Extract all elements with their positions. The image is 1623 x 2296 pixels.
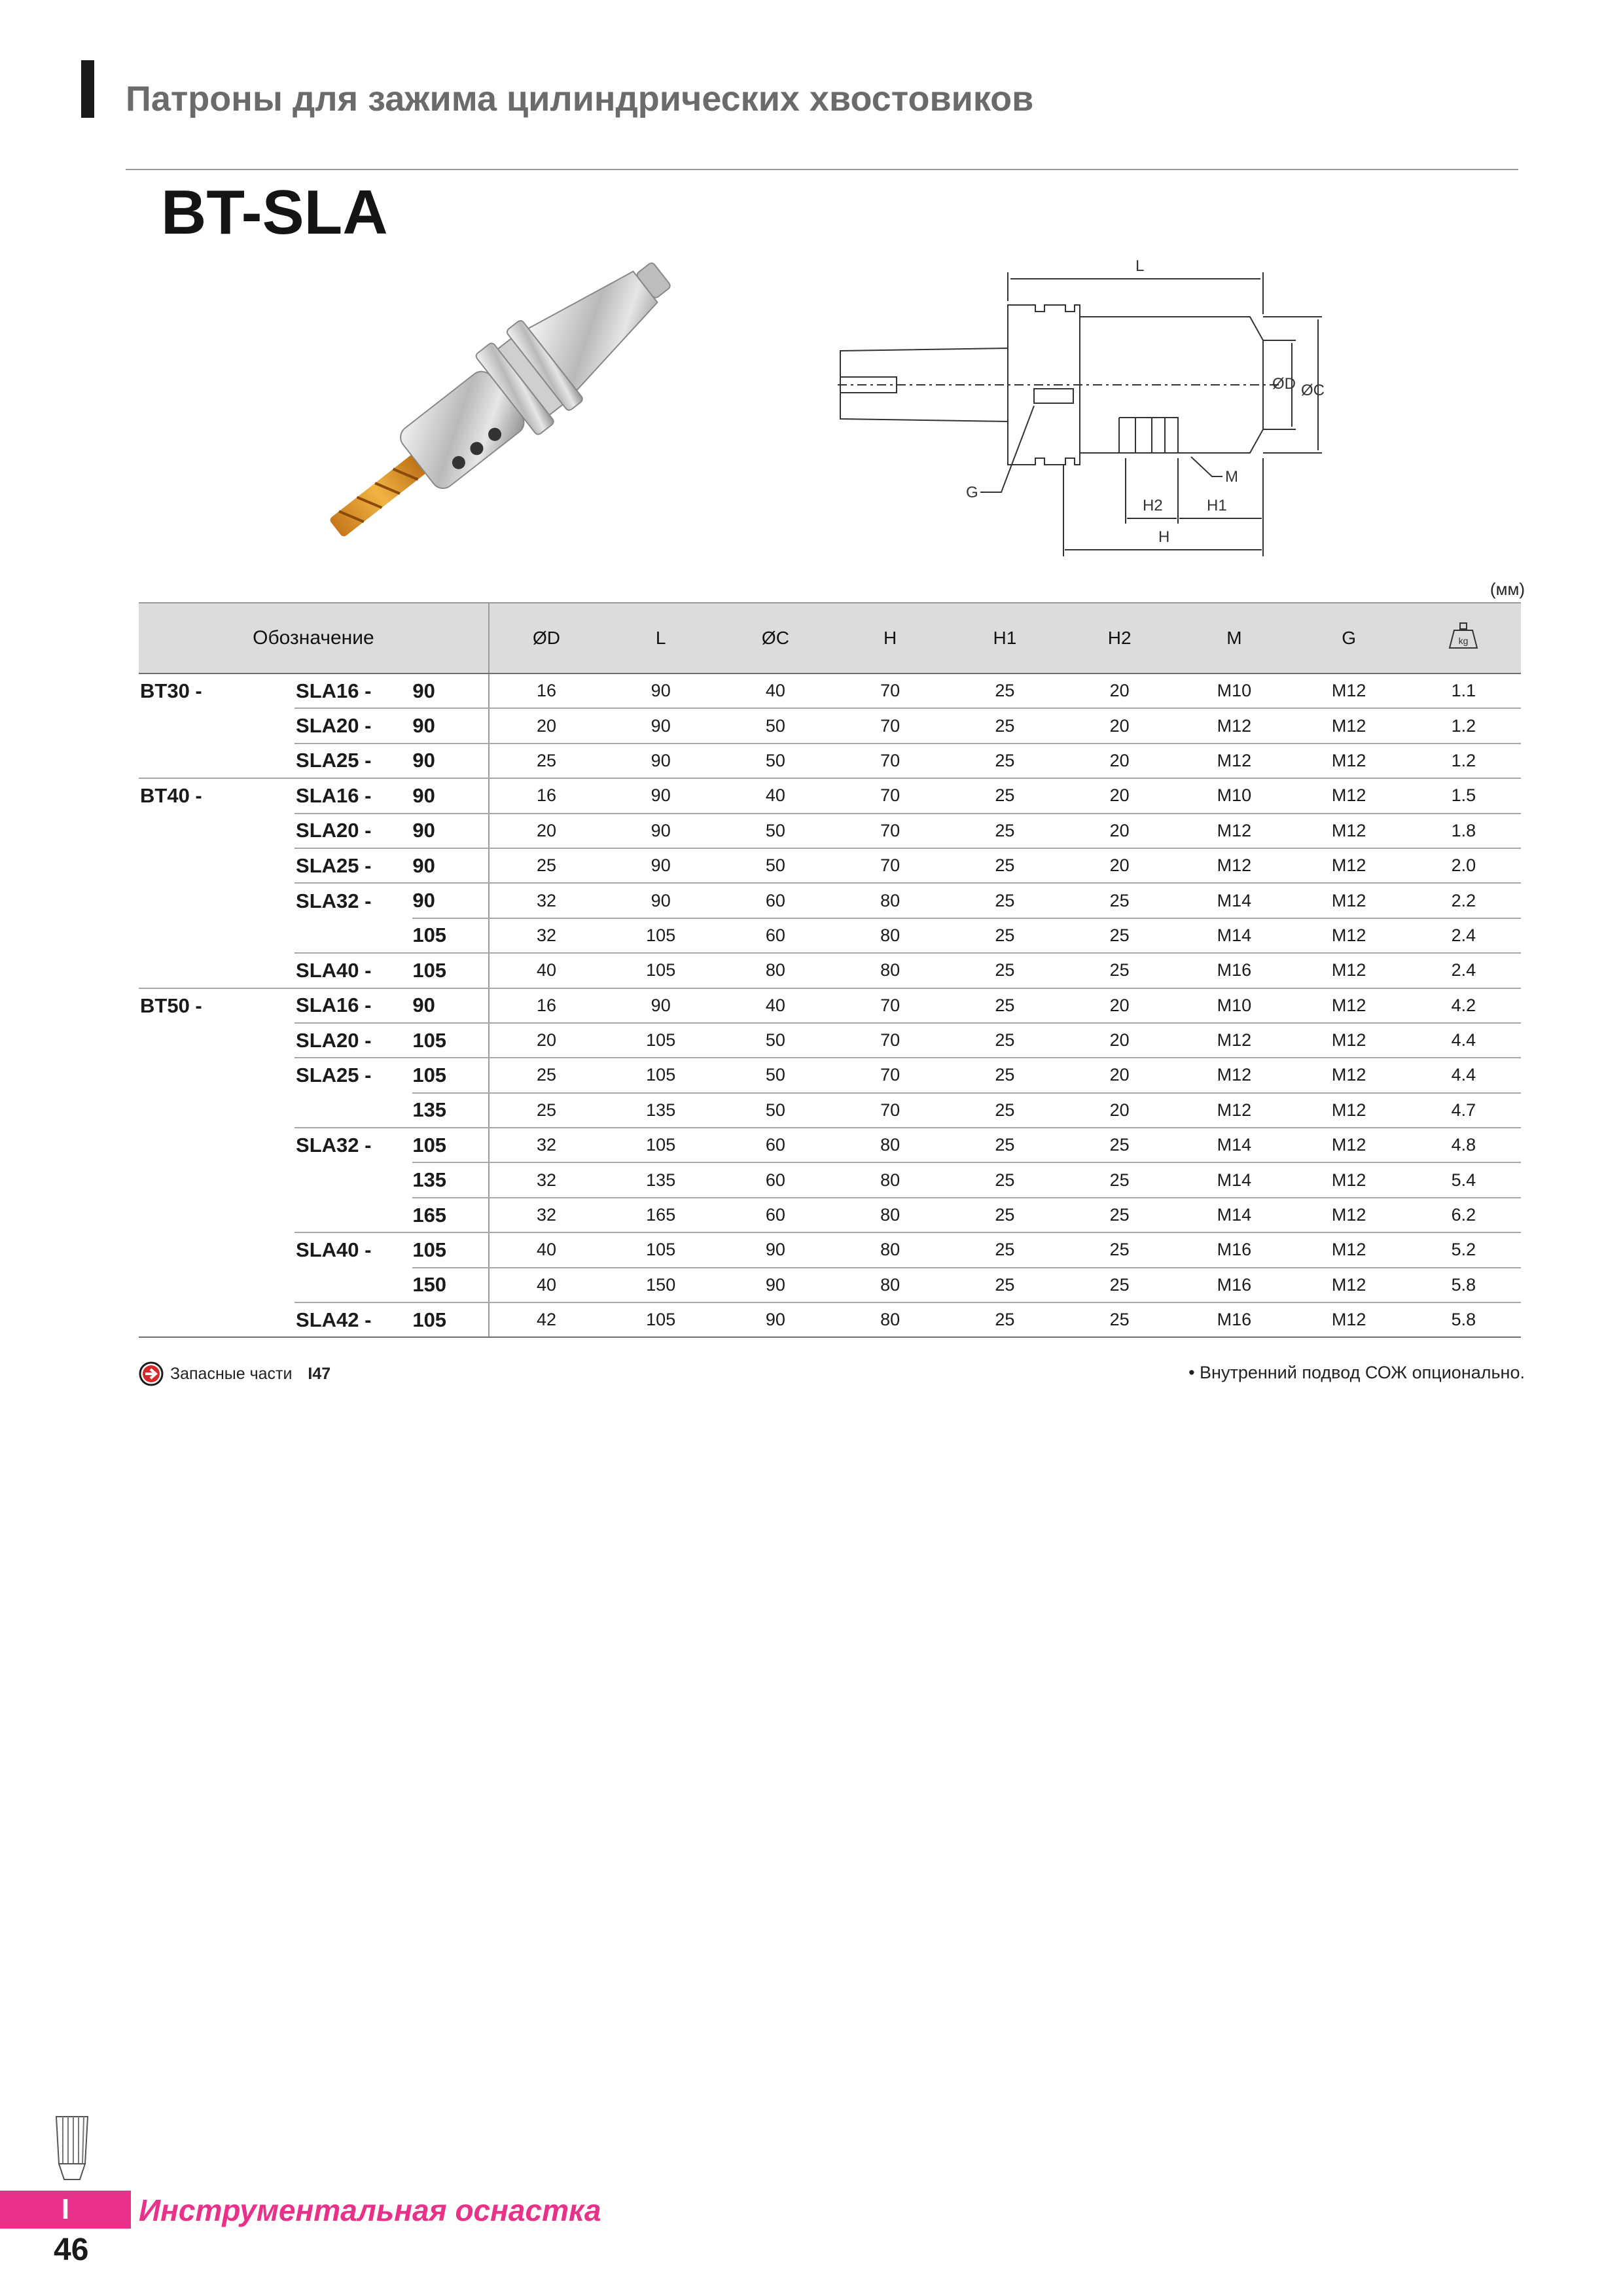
value-cell-h: 70	[833, 673, 948, 708]
model-cell: SLA40 -	[294, 953, 412, 988]
value-cell-m: M14	[1177, 1198, 1291, 1232]
value-cell-h1: 25	[948, 1268, 1062, 1302]
value-cell-kg: 5.8	[1406, 1268, 1521, 1302]
series-cell	[139, 1232, 294, 1267]
header-divider	[126, 169, 1518, 170]
value-cell-h2: 20	[1062, 848, 1177, 883]
value-cell-c: 50	[718, 744, 832, 778]
value-cell-c: 90	[718, 1232, 832, 1267]
model-cell: SLA42 -	[294, 1302, 412, 1337]
value-cell-kg: 1.2	[1406, 744, 1521, 778]
value-cell-g: M12	[1291, 988, 1406, 1023]
table-row	[139, 1058, 1521, 1092]
series-cell: BT40 -	[140, 784, 202, 808]
value-cell-h: 80	[833, 1162, 948, 1197]
value-cell-kg: 4.7	[1406, 1093, 1521, 1128]
specification-table	[139, 602, 1521, 1338]
length-code-cell: 165	[412, 1198, 489, 1232]
table-row	[139, 744, 1521, 778]
value-cell-m: M10	[1177, 673, 1291, 708]
table-row	[139, 778, 1521, 813]
value-cell-c: 50	[718, 814, 832, 848]
value-cell-g: M12	[1291, 673, 1406, 708]
value-cell-d: 42	[489, 1302, 603, 1337]
value-cell-h1: 25	[948, 744, 1062, 778]
value-cell-d: 16	[489, 673, 603, 708]
model-cell: SLA25 -	[296, 1064, 372, 1087]
value-cell-m: M12	[1177, 1093, 1291, 1128]
value-cell-kg: 1.5	[1406, 778, 1521, 813]
length-code-cell: 105	[412, 918, 489, 953]
model-cell	[294, 1268, 412, 1302]
column-header-d: ØD	[489, 603, 603, 673]
value-cell-h2: 20	[1062, 744, 1177, 778]
value-cell-l: 165	[603, 1198, 718, 1232]
length-code-cell: 105	[412, 1058, 489, 1092]
value-cell-h2: 20	[1062, 988, 1177, 1023]
value-cell-g: M12	[1291, 1268, 1406, 1302]
length-code-cell: 150	[412, 1268, 489, 1302]
value-cell-m: M12	[1177, 848, 1291, 883]
series-cell: BT30 -	[140, 679, 202, 703]
value-cell-l: 90	[603, 883, 718, 918]
value-cell-l: 135	[603, 1093, 718, 1128]
value-cell-c: 90	[718, 1268, 832, 1302]
value-cell-kg: 5.8	[1406, 1302, 1521, 1337]
value-cell-d: 25	[489, 848, 603, 883]
value-cell-kg: 5.2	[1406, 1232, 1521, 1267]
model-cell	[294, 1093, 412, 1128]
table-row	[139, 953, 1521, 988]
value-cell-c: 80	[718, 953, 832, 988]
value-cell-m: M16	[1177, 953, 1291, 988]
value-cell-m: M10	[1177, 778, 1291, 813]
series-cell	[139, 1162, 294, 1197]
series-cell	[139, 744, 294, 778]
table-row	[139, 814, 1521, 848]
model-cell	[294, 1198, 412, 1232]
length-code-cell: 105	[412, 1232, 489, 1267]
page-number: 46	[54, 2233, 89, 2267]
value-cell-l: 105	[603, 1023, 718, 1058]
column-header-h2: H2	[1062, 603, 1177, 673]
value-cell-h1: 25	[948, 1058, 1062, 1092]
arrow-right-circle-icon	[139, 1361, 164, 1386]
value-cell-h: 80	[833, 1198, 948, 1232]
table-row	[139, 918, 1521, 953]
column-header-l: L	[603, 603, 718, 673]
value-cell-h2: 20	[1062, 673, 1177, 708]
value-cell-m: M14	[1177, 1128, 1291, 1162]
value-cell-g: M12	[1291, 1058, 1406, 1092]
dim-label-M: M	[1225, 468, 1238, 486]
value-cell-h1: 25	[948, 1162, 1062, 1197]
table-row	[139, 988, 1521, 1023]
value-cell-c: 50	[718, 1023, 832, 1058]
length-code-cell: 135	[412, 1093, 489, 1128]
length-code-cell: 90	[412, 883, 489, 918]
series-cell	[139, 918, 294, 953]
length-code-cell: 90	[412, 814, 489, 848]
column-header-h1: H1	[948, 603, 1062, 673]
value-cell-c: 40	[718, 673, 832, 708]
series-cell	[139, 708, 294, 743]
value-cell-h2: 25	[1062, 953, 1177, 988]
value-cell-h2: 20	[1062, 1093, 1177, 1128]
value-cell-h2: 25	[1062, 1162, 1177, 1197]
table-body	[139, 673, 1521, 1337]
value-cell-d: 32	[489, 883, 603, 918]
value-cell-h1: 25	[948, 848, 1062, 883]
value-cell-kg: 1.8	[1406, 814, 1521, 848]
value-cell-h1: 25	[948, 883, 1062, 918]
value-cell-l: 105	[603, 1302, 718, 1337]
value-cell-g: M12	[1291, 1023, 1406, 1058]
value-cell-kg: 2.4	[1406, 953, 1521, 988]
value-cell-m: M12	[1177, 1058, 1291, 1092]
dim-label-L: L	[1135, 257, 1145, 275]
value-cell-l: 90	[603, 988, 718, 1023]
length-code-cell: 105	[412, 1302, 489, 1337]
series-cell	[139, 1093, 294, 1128]
length-code-cell: 90	[412, 778, 489, 813]
value-cell-h2: 25	[1062, 1232, 1177, 1267]
value-cell-l: 105	[603, 1058, 718, 1092]
dim-label-H: H	[1158, 528, 1170, 546]
value-cell-l: 105	[603, 918, 718, 953]
table-row	[139, 883, 1521, 918]
value-cell-h1: 25	[948, 1093, 1062, 1128]
spare-parts-page-link[interactable]: I47	[308, 1364, 331, 1383]
value-cell-m: M12	[1177, 708, 1291, 743]
value-cell-h: 70	[833, 848, 948, 883]
model-cell	[294, 918, 412, 953]
column-header-designation: Обозначение	[139, 603, 489, 673]
value-cell-l: 105	[603, 1232, 718, 1267]
series-cell	[139, 814, 294, 848]
value-cell-l: 135	[603, 1162, 718, 1197]
section-marker-bar	[81, 60, 94, 118]
value-cell-kg: 5.4	[1406, 1162, 1521, 1197]
value-cell-d: 25	[489, 1058, 603, 1092]
value-cell-g: M12	[1291, 1302, 1406, 1337]
model-cell: SLA32 -	[296, 889, 372, 912]
value-cell-d: 16	[489, 778, 603, 813]
value-cell-h: 80	[833, 1302, 948, 1337]
value-cell-g: M12	[1291, 744, 1406, 778]
value-cell-h1: 25	[948, 708, 1062, 743]
value-cell-m: M14	[1177, 883, 1291, 918]
value-cell-h: 80	[833, 953, 948, 988]
value-cell-l: 90	[603, 814, 718, 848]
dim-label-H1: H1	[1207, 497, 1227, 514]
length-code-cell: 90	[412, 848, 489, 883]
unit-note: (мм)	[1489, 579, 1525, 599]
value-cell-m: M12	[1177, 1023, 1291, 1058]
value-cell-h: 70	[833, 988, 948, 1023]
model-cell: SLA20 -	[294, 814, 412, 848]
value-cell-g: M12	[1291, 883, 1406, 918]
table-row	[139, 1232, 1521, 1267]
value-cell-g: M12	[1291, 918, 1406, 953]
length-code-cell: 90	[412, 708, 489, 743]
value-cell-c: 60	[718, 1198, 832, 1232]
value-cell-g: M12	[1291, 1232, 1406, 1267]
value-cell-h2: 25	[1062, 1302, 1177, 1337]
value-cell-g: M12	[1291, 848, 1406, 883]
length-code-cell: 90	[412, 744, 489, 778]
value-cell-h2: 25	[1062, 1128, 1177, 1162]
dim-label-D: ØD	[1272, 375, 1296, 393]
value-cell-m: M12	[1177, 744, 1291, 778]
value-cell-d: 25	[489, 1093, 603, 1128]
value-cell-h2: 25	[1062, 883, 1177, 918]
series-cell	[139, 1268, 294, 1302]
value-cell-m: M14	[1177, 1162, 1291, 1197]
series-cell	[139, 1023, 294, 1058]
series-cell	[139, 1058, 294, 1092]
value-cell-h1: 25	[948, 1198, 1062, 1232]
value-cell-h1: 25	[948, 988, 1062, 1023]
value-cell-h1: 25	[948, 1302, 1062, 1337]
value-cell-c: 50	[718, 1058, 832, 1092]
length-code-cell: 105	[412, 1023, 489, 1058]
column-header-c: ØC	[718, 603, 832, 673]
dim-label-H2: H2	[1143, 497, 1163, 514]
value-cell-h2: 25	[1062, 1268, 1177, 1302]
column-header-g: G	[1291, 603, 1406, 673]
value-cell-m: M14	[1177, 918, 1291, 953]
collet-icon	[47, 2113, 97, 2185]
value-cell-h2: 25	[1062, 918, 1177, 953]
value-cell-d: 40	[489, 1232, 603, 1267]
value-cell-c: 60	[718, 1162, 832, 1197]
chapter-letter: I	[61, 2193, 70, 2225]
series-cell: BT50 -	[140, 994, 202, 1017]
value-cell-kg: 6.2	[1406, 1198, 1521, 1232]
table-row	[139, 1128, 1521, 1162]
value-cell-l: 150	[603, 1268, 718, 1302]
value-cell-kg: 4.4	[1406, 1058, 1521, 1092]
table-row	[139, 1198, 1521, 1232]
table-row	[139, 1302, 1521, 1337]
value-cell-m: M16	[1177, 1232, 1291, 1267]
model-cell: SLA32 -	[296, 1134, 372, 1157]
value-cell-c: 50	[718, 708, 832, 743]
model-cell: SLA16 -	[294, 673, 412, 708]
value-cell-h2: 20	[1062, 1058, 1177, 1092]
column-header-m: M	[1177, 603, 1291, 673]
value-cell-h: 70	[833, 1023, 948, 1058]
value-cell-g: M12	[1291, 1128, 1406, 1162]
series-cell	[139, 883, 294, 918]
tool-holder-photo	[268, 236, 726, 576]
coolant-note: • Внутренний подвод СОЖ опционально.	[1188, 1363, 1525, 1382]
chapter-title: Инструментальная оснастка	[139, 2193, 601, 2227]
table-row	[139, 848, 1521, 883]
value-cell-h1: 25	[948, 1232, 1062, 1267]
value-cell-d: 32	[489, 918, 603, 953]
table-row	[139, 1162, 1521, 1197]
value-cell-d: 16	[489, 988, 603, 1023]
value-cell-h1: 25	[948, 918, 1062, 953]
value-cell-d: 40	[489, 1268, 603, 1302]
value-cell-kg: 4.4	[1406, 1023, 1521, 1058]
value-cell-d: 32	[489, 1198, 603, 1232]
value-cell-h1: 25	[948, 953, 1062, 988]
product-title: BT-SLA	[161, 177, 388, 247]
value-cell-h2: 25	[1062, 1198, 1177, 1232]
value-cell-h1: 25	[948, 1023, 1062, 1058]
value-cell-c: 60	[718, 883, 832, 918]
value-cell-c: 60	[718, 918, 832, 953]
series-cell	[139, 953, 294, 988]
value-cell-kg: 2.4	[1406, 918, 1521, 953]
value-cell-kg: 2.2	[1406, 883, 1521, 918]
value-cell-l: 90	[603, 708, 718, 743]
value-cell-m: M16	[1177, 1302, 1291, 1337]
value-cell-l: 90	[603, 744, 718, 778]
value-cell-h: 70	[833, 1093, 948, 1128]
value-cell-h: 80	[833, 1268, 948, 1302]
section-title: Патроны для зажима цилиндрических хвостовиков	[126, 79, 1034, 118]
value-cell-h: 70	[833, 814, 948, 848]
dim-label-G: G	[966, 484, 978, 501]
svg-text:kg: kg	[1458, 635, 1469, 646]
dim-label-C: ØC	[1301, 382, 1325, 399]
value-cell-m: M12	[1177, 814, 1291, 848]
model-cell: SLA20 -	[294, 1023, 412, 1058]
value-cell-c: 60	[718, 1128, 832, 1162]
value-cell-h: 70	[833, 778, 948, 813]
value-cell-kg: 4.2	[1406, 988, 1521, 1023]
table-row	[139, 1093, 1521, 1128]
value-cell-h2: 20	[1062, 814, 1177, 848]
table-row	[139, 1023, 1521, 1058]
value-cell-g: M12	[1291, 778, 1406, 813]
value-cell-d: 20	[489, 814, 603, 848]
value-cell-kg: 1.2	[1406, 708, 1521, 743]
value-cell-d: 20	[489, 1023, 603, 1058]
value-cell-c: 40	[718, 988, 832, 1023]
value-cell-kg: 4.8	[1406, 1128, 1521, 1162]
value-cell-h1: 25	[948, 673, 1062, 708]
length-code-cell: 90	[412, 673, 489, 708]
value-cell-h2: 20	[1062, 778, 1177, 813]
value-cell-l: 90	[603, 848, 718, 883]
technical-drawing	[838, 249, 1544, 563]
value-cell-m: M16	[1177, 1268, 1291, 1302]
table-row	[139, 708, 1521, 743]
series-cell	[139, 1302, 294, 1337]
spare-parts-label: Запасные части	[170, 1364, 293, 1383]
value-cell-g: M12	[1291, 953, 1406, 988]
value-cell-l: 105	[603, 953, 718, 988]
model-cell: SLA16 -	[294, 988, 412, 1023]
table-header-row	[139, 603, 1521, 673]
value-cell-h1: 25	[948, 814, 1062, 848]
series-cell	[139, 1128, 294, 1162]
value-cell-l: 90	[603, 778, 718, 813]
value-cell-h: 80	[833, 918, 948, 953]
value-cell-kg: 1.1	[1406, 673, 1521, 708]
value-cell-h1: 25	[948, 778, 1062, 813]
value-cell-h2: 20	[1062, 1023, 1177, 1058]
value-cell-d: 20	[489, 708, 603, 743]
value-cell-d: 40	[489, 953, 603, 988]
value-cell-h: 70	[833, 1058, 948, 1092]
series-cell	[139, 848, 294, 883]
value-cell-m: M10	[1177, 988, 1291, 1023]
value-cell-h: 80	[833, 1232, 948, 1267]
series-cell	[139, 1198, 294, 1232]
model-cell: SLA25 -	[294, 744, 412, 778]
table-row	[139, 673, 1521, 708]
value-cell-h: 80	[833, 1128, 948, 1162]
column-header-h: H	[833, 603, 948, 673]
value-cell-c: 50	[718, 848, 832, 883]
length-code-cell: 90	[412, 988, 489, 1023]
model-cell: SLA40 -	[296, 1238, 372, 1262]
value-cell-c: 90	[718, 1302, 832, 1337]
value-cell-c: 50	[718, 1093, 832, 1128]
value-cell-h: 70	[833, 744, 948, 778]
value-cell-l: 90	[603, 673, 718, 708]
value-cell-g: M12	[1291, 1162, 1406, 1197]
weight-icon	[1448, 622, 1479, 651]
value-cell-g: M12	[1291, 1093, 1406, 1128]
length-code-cell: 105	[412, 953, 489, 988]
value-cell-kg: 2.0	[1406, 848, 1521, 883]
value-cell-c: 40	[718, 778, 832, 813]
model-cell: SLA25 -	[294, 848, 412, 883]
column-header-weight	[1406, 603, 1521, 673]
value-cell-d: 32	[489, 1162, 603, 1197]
value-cell-h: 80	[833, 883, 948, 918]
value-cell-g: M12	[1291, 708, 1406, 743]
value-cell-g: M12	[1291, 814, 1406, 848]
spare-parts-note	[139, 1361, 330, 1386]
value-cell-d: 25	[489, 744, 603, 778]
length-code-cell: 135	[412, 1162, 489, 1197]
table-row	[139, 1268, 1521, 1302]
value-cell-l: 105	[603, 1128, 718, 1162]
value-cell-h2: 20	[1062, 708, 1177, 743]
value-cell-d: 32	[489, 1128, 603, 1162]
model-cell: SLA20 -	[294, 708, 412, 743]
value-cell-h1: 25	[948, 1128, 1062, 1162]
model-cell	[294, 1162, 412, 1197]
length-code-cell: 105	[412, 1128, 489, 1162]
model-cell: SLA16 -	[294, 778, 412, 813]
value-cell-h: 70	[833, 708, 948, 743]
value-cell-g: M12	[1291, 1198, 1406, 1232]
